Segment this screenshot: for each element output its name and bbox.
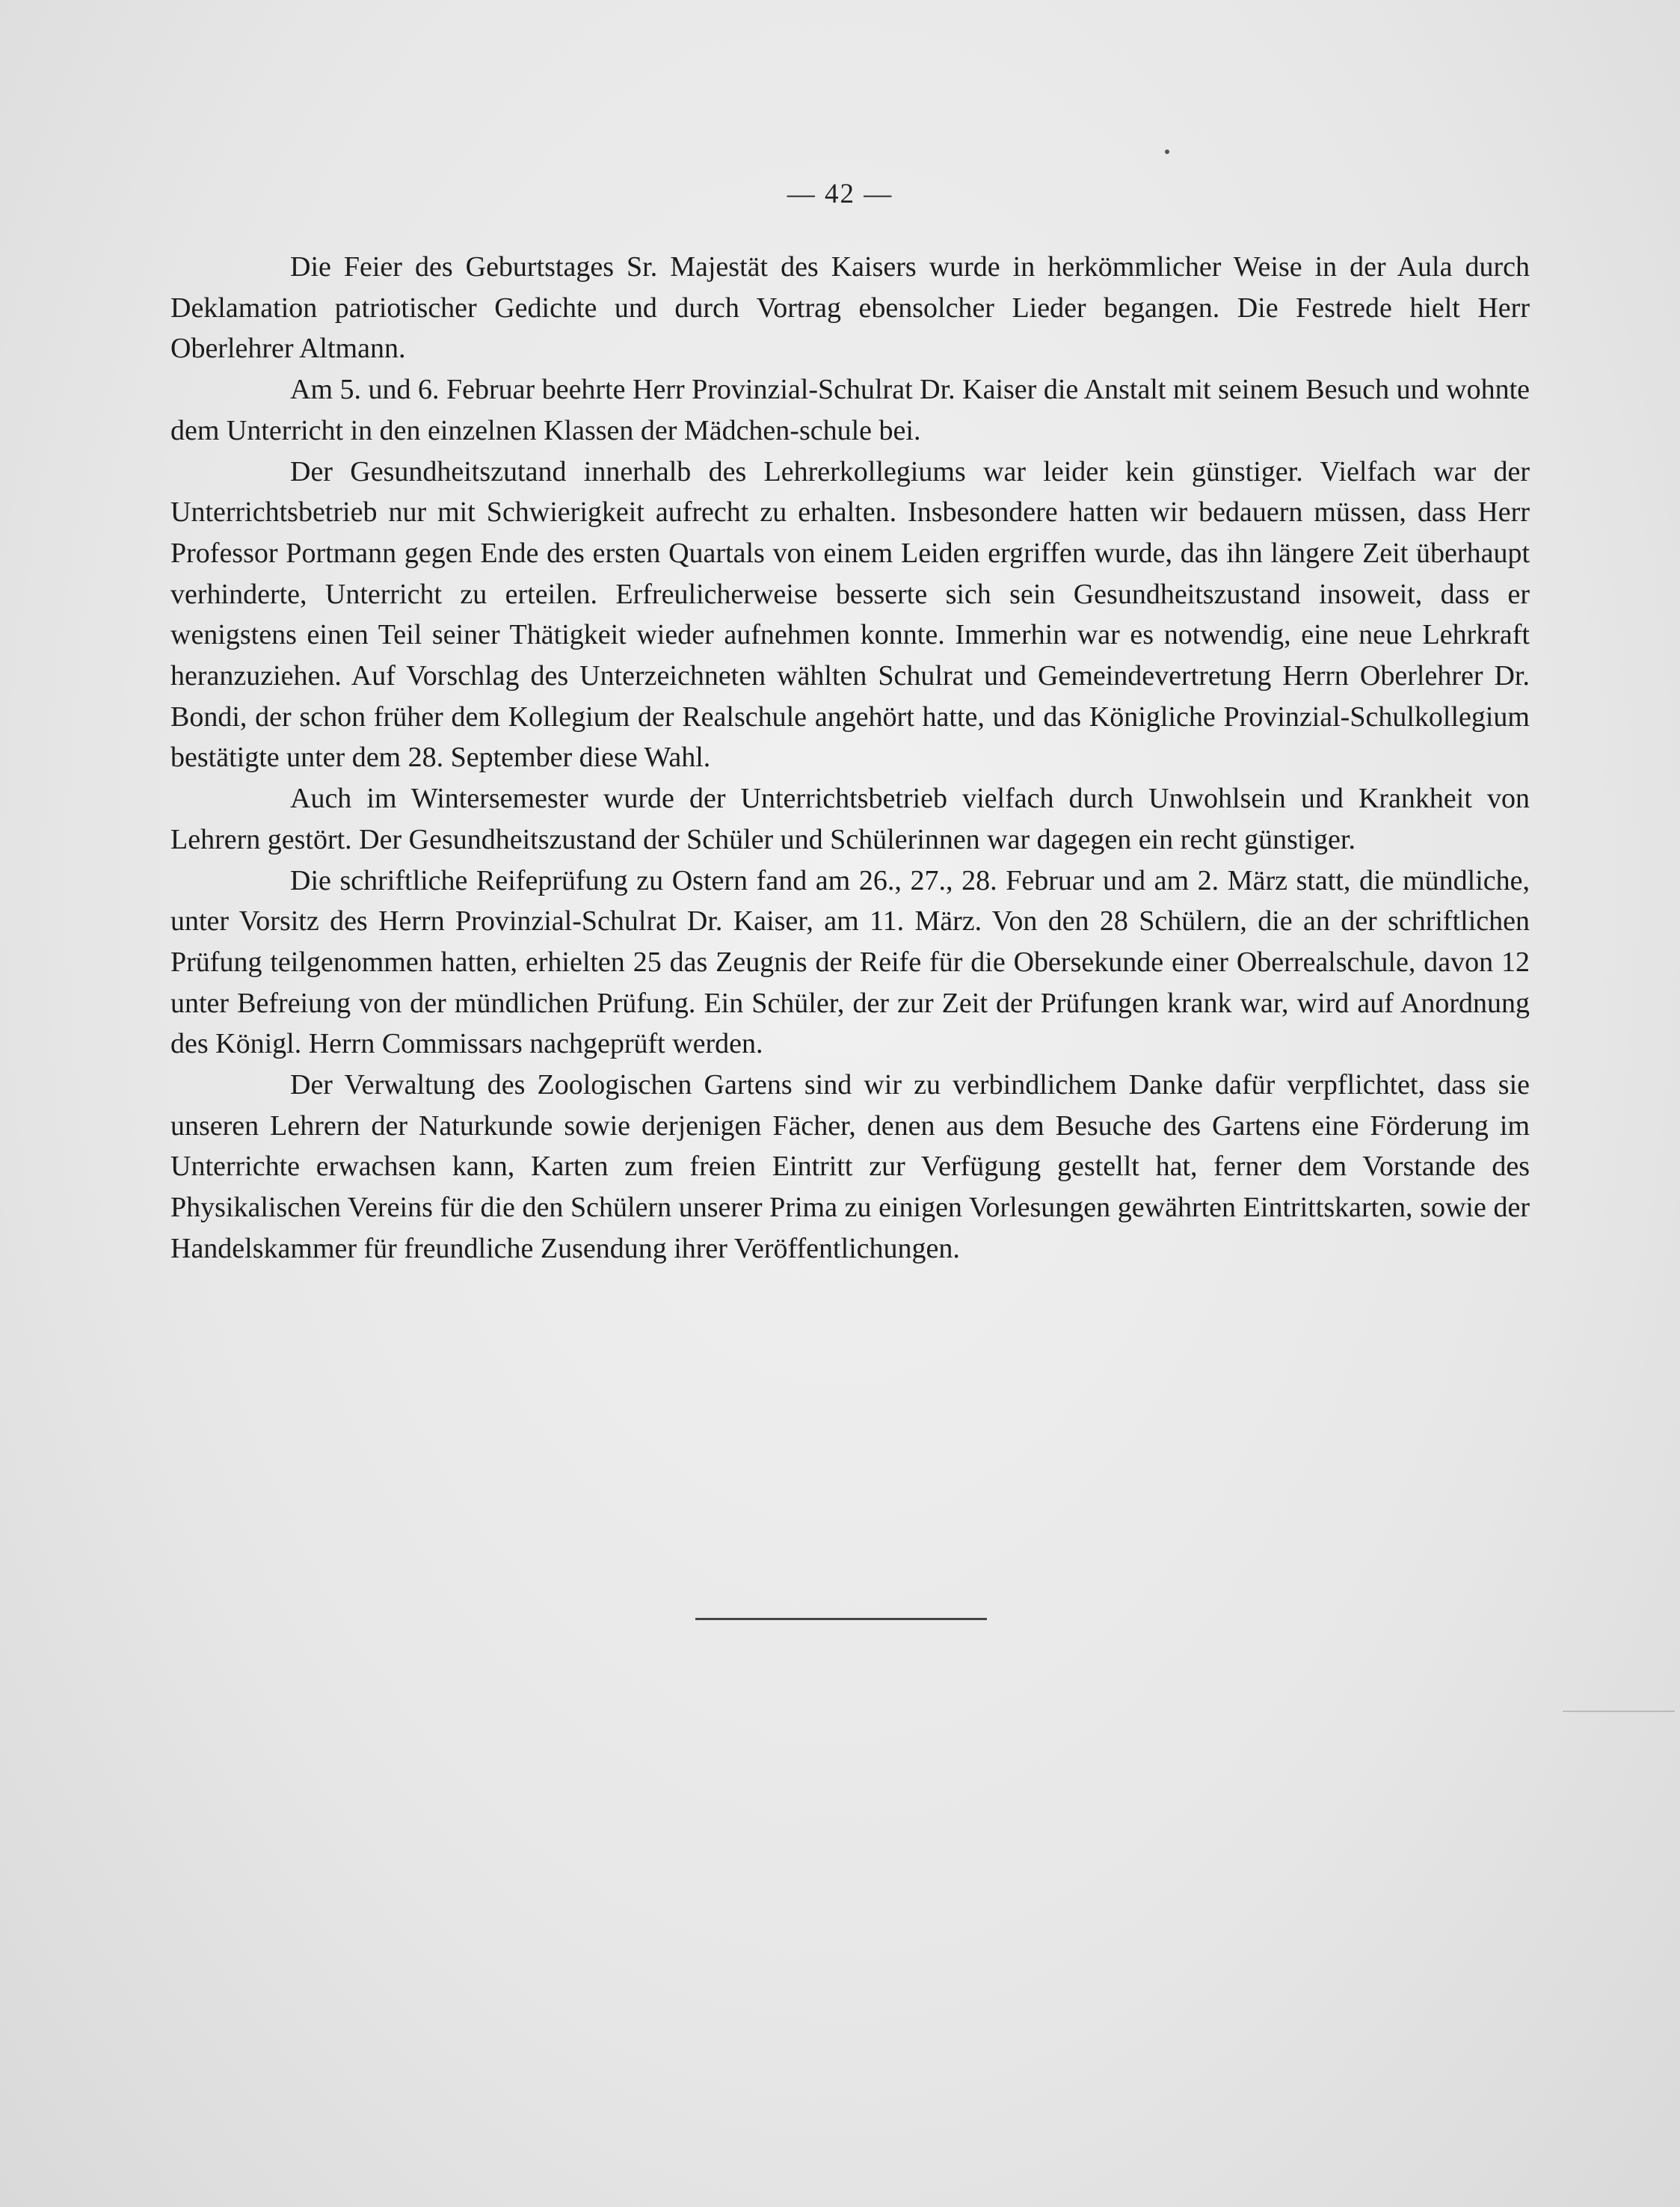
paragraph-acknowledgements: Der Verwaltung des Zoologischen Gartens sind wir zu verbindlichem Danke dafür verpflichtet, dass sie unseren Lehrern der Naturkunde sowie derjenigen Fächer, denen aus dem Besuche des Gartens eine Förderung im Unterrichte erwachsen kann, Karten zum freien Eintritt zur Verfügung gestellt hat, ferner dem Vorstande des Physikalischen Vereins für die den Schülern unserer Prima zu einigen Vorlesungen gewährten Eintrittskarten, sowie der Handelskammer für freundliche Zusendung ihrer Veröffentlichungen. <box>170 1069 1530 1264</box>
paragraph-birthday-celebration: Die Feier des Geburtstages Sr. Majestät des Kaisers wurde in herkömmlicher Weise in der Aula durch Deklamation patriotischer Gedichte und durch Vortrag ebensolcher Lieder begangen. Die Festrede hielt Herr Oberlehrer Altmann. <box>170 251 1530 365</box>
paragraph-winter-semester: Auch im Wintersemester wurde der Unterrichtsbetrieb vielfach durch Unwohlsein und Krankheit von Lehrern gestört. Der Gesundheitszustand der Schüler und Schülerinnen war dagegen ein recht günstiger. <box>170 783 1530 855</box>
paragraph-inspection-visit: Am 5. und 6. Februar beehrte Herr Provinzial-Schulrat Dr. Kaiser die Anstalt mit seinem Besuch und wohnte dem Unterricht in den einzelnen Klassen der Mädchen-schule bei. <box>170 374 1530 446</box>
paragraph-final-exam: Die schriftliche Reifeprüfung zu Ostern fand am 26., 27., 28. Februar und am 2. März statt, die mündliche, unter Vorsitz des Herrn Provinzial-Schulrat Dr. Kaiser, am 11. März. Von den 28 Schülern, die an der schriftlichen Prüfung teilgenommen hatten, erhielten 25 das Zeugnis der Reife für die Obersekunde einer Oberrealschule, davon 12 unter Befreiung von der mündlichen Prüfung. Ein Schüler, der zur Zeit der Prüfungen krank war, wird auf Anordnung des Königl. Herrn Commissars nachgeprüft werden. <box>170 864 1530 1060</box>
section-separator-rule <box>695 1618 987 1620</box>
paragraph-teacher-health: Der Gesundheitszutand innerhalb des Lehrerkollegiums war leider kein günstiger. Vielfach war der Unterrichtsbetrieb nur mit Schwierigkeit aufrecht zu erhalten. Insbesondere hatten wir bedauern müssen, dass Herr Professor Portmann gegen Ende des ersten Quartals von einem Leiden ergriffen wurde, das ihn längere Zeit überhaupt verhinderte, Unterricht zu erteilen. Erfreulicherweise besserte sich sein Gesundheitszustand insoweit, dass er wenigstens einen Teil seiner Thätigkeit wieder aufnehmen konnte. Immerhin war es notwendig, eine neue Lehrkraft heranzuziehen. Auf Vorschlag des Unterzeichneten wählten Schulrat und Gemeindevertretung Herrn Oberlehrer Dr. Bondi, der schon früher dem Kollegium der Realschule angehört hatte, und das Königliche Provinzial-Schulkollegium bestätigte unter dem 28. September diese Wahl. <box>170 455 1530 774</box>
page-number: — 42 — <box>787 179 893 209</box>
bleed-through-rule <box>1563 1711 1675 1712</box>
body-text <box>170 247 1530 1269</box>
scan-speck <box>1165 150 1169 154</box>
